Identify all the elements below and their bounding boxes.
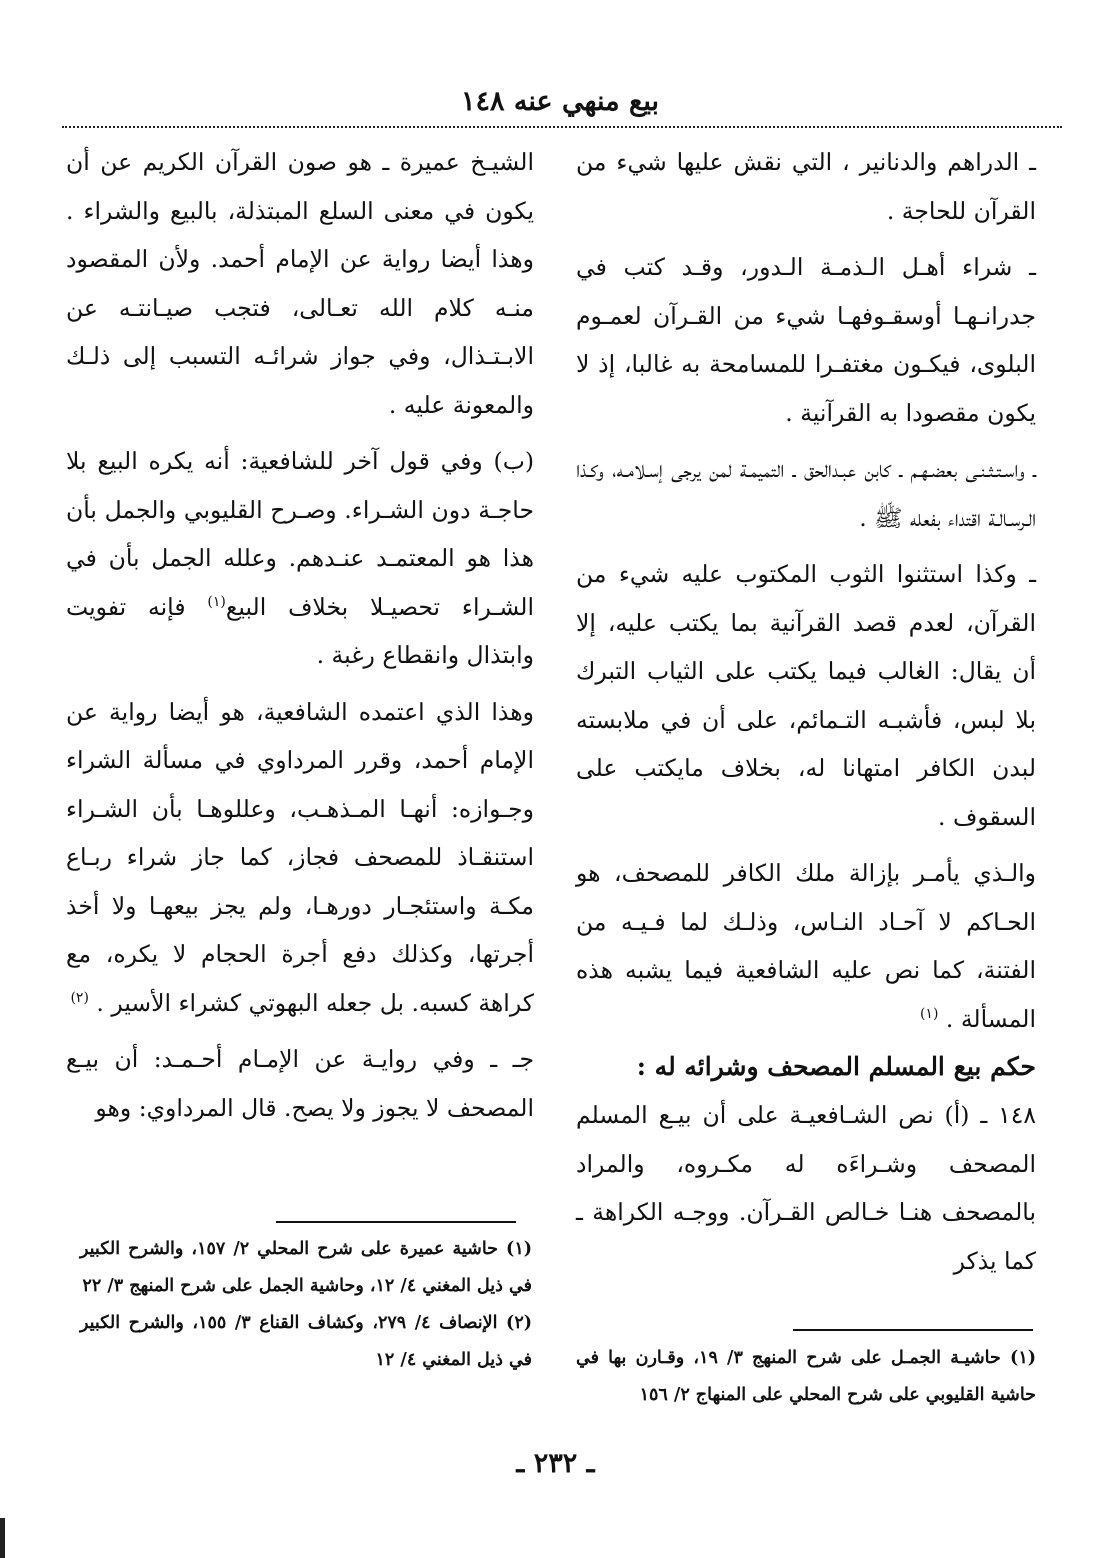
paragraph xyxy=(576,849,1036,1043)
footnote: (٢) الإنصاف ٤/ ٢٧٩، وكشاف القناع ٣/ ١٥٥، والشرح الكبير في ذيل المغني ٤/ ١٢ xyxy=(80,1313,533,1370)
footnotes-right xyxy=(576,1340,1036,1414)
header-divider xyxy=(62,126,1062,128)
paragraph-text: وهذا الذي اعتمده الشافعية، هو أيضا رواية عن الإمام أحمد، وقرر المرداوي في مسألة الشراء وجـوازه: أنهـا المـذهـب، وعللوهـا بأن الشـراء استنقـاذ للمصحف فجاز، كما جاز شراء ربـاع مكـة واستئجـار دورهـا، ولم يجز بيعهـا ولا أخذ أجرتها، وكذلك دفع أجرة الحجام لا يكره، مع كراهة كسبه. بل جعله البهوتي كشراء الأسير . xyxy=(66,697,534,1017)
paragraph xyxy=(66,437,534,680)
left-column xyxy=(66,138,534,1132)
footnote-divider xyxy=(793,1329,1033,1331)
paragraph xyxy=(66,688,534,1028)
footnote-ref: (٢) xyxy=(70,989,89,1006)
paragraph: جـ ـ وفي روايـة عن الإمـام أحـمـد: أن بيـع المصحف لا يجوز ولا يصح. قال المرداوي: وهو xyxy=(66,1045,534,1122)
footnote: (١) حاشيـة الجمـل على شرح المنهج ٣/ ١٩، وقـارن بها في حاشية القليوبي على شرح المحلي على المنهاج ٢/ ١٥٦ xyxy=(576,1348,1036,1405)
footnote-divider xyxy=(276,1221,516,1223)
page-header: بيع منهي عنه ١٤٨ xyxy=(460,86,660,117)
footnote-ref: (١) xyxy=(207,593,226,610)
paragraph: ـ وكذا استثنوا الثوب المكتوب عليه شيء من القرآن، لعدم قصد القرآنية بما يكتب عليه، إلا أن يقال: الغالب فيما يكتب على الثياب التبرك بلا لبس، فأشبـه التـمائم، على أن في ملابسته لبدن الكافر امتهانا له، بخلاف مايكتب على السقوف . xyxy=(576,560,1036,831)
paragraph-text: فإنه تفويت وابتذال وانقطاع رغبة . xyxy=(66,592,534,669)
paragraph: ـ واسـتـثـنـى بعضـهـم ـ كابن عبـدالحق ـ التميمـة لمن يرجى إسـلامـه، وكـذا الـرسـالـة اقتداء بفعله ﷺ . xyxy=(576,455,1036,532)
paragraph: ١٤٨ ـ (أ) نص الشـافعيـة على أن بيـع المسلم المصحف وشـراءَه له مكـروه، والمراد بالمصحف هنـا خـالص القـرآن. ووجـه الكراهة ـ كما يذكر xyxy=(576,1101,1036,1275)
right-column xyxy=(576,138,1036,1285)
paragraph: ـ الدراهم والدنانير ، التي نقش عليها شيء من القرآن للحاجة . xyxy=(576,148,1036,225)
paragraph: الشيـخ عميرة ـ هو صون القرآن الكريم عن أن يكون في معنى السلع المبتذلة، بالبيع والشراء . وهذا أيضا رواية عن الإمام أحمد. ولأن المقصود منـه كلام الله تعـالى، فتجب صيـانتـه عن الابـتـذال، وفي جواز شرائـه التسبب إلى ذلـك والمعونة عليه . xyxy=(66,148,534,419)
scan-edge-mark xyxy=(0,1518,5,1558)
footnotes-left xyxy=(80,1231,532,1379)
section-heading: حكم بيع المسلم المصحف وشرائه له : xyxy=(636,1052,1036,1081)
paragraph-text: (ب) وفي قول آخر للشافعية: أنه يكره البيع بلا حاجـة دون الشـراء. وصـرح القليوبي والجمل بأن هذا هو المعتمـد عنـدهم. وعلله الجمل بأن في الشـراء تحصيـلا بخلاف البيع xyxy=(66,447,534,621)
paragraph: ـ شراء أهـل الـذمـة الـدور، وقـد كتب في جدرانـهـا أوسقـوفهـا شيء من القـرآن لعمـوم البلوى، فيكـون مغتفـرا للمسامحة به غالبا، إذ لا يكون مقصودا به القرآنية . xyxy=(576,253,1036,427)
paragraph-text: والـذي يأمـر بإزالة ملك الكافر للمصحف، هو الحـاكم لا آحـاد النـاس، وذلـك لما فـيـه من الفتنة، كما نص عليه الشافعية فيما يشبه هذه المسألة . xyxy=(576,859,1036,1033)
footnote: (١) حاشية عميرة على شرح المحلي ٢/ ١٥٧، والشرح الكبير في ذيل المغني ٤/ ١٢، وحاشية الجمل على شرح المنهج ٣/ ٢٢ xyxy=(80,1239,533,1296)
page-number: ـ ٢٣٢ ـ xyxy=(516,1448,595,1479)
footnote-ref: (١) xyxy=(919,1005,939,1022)
